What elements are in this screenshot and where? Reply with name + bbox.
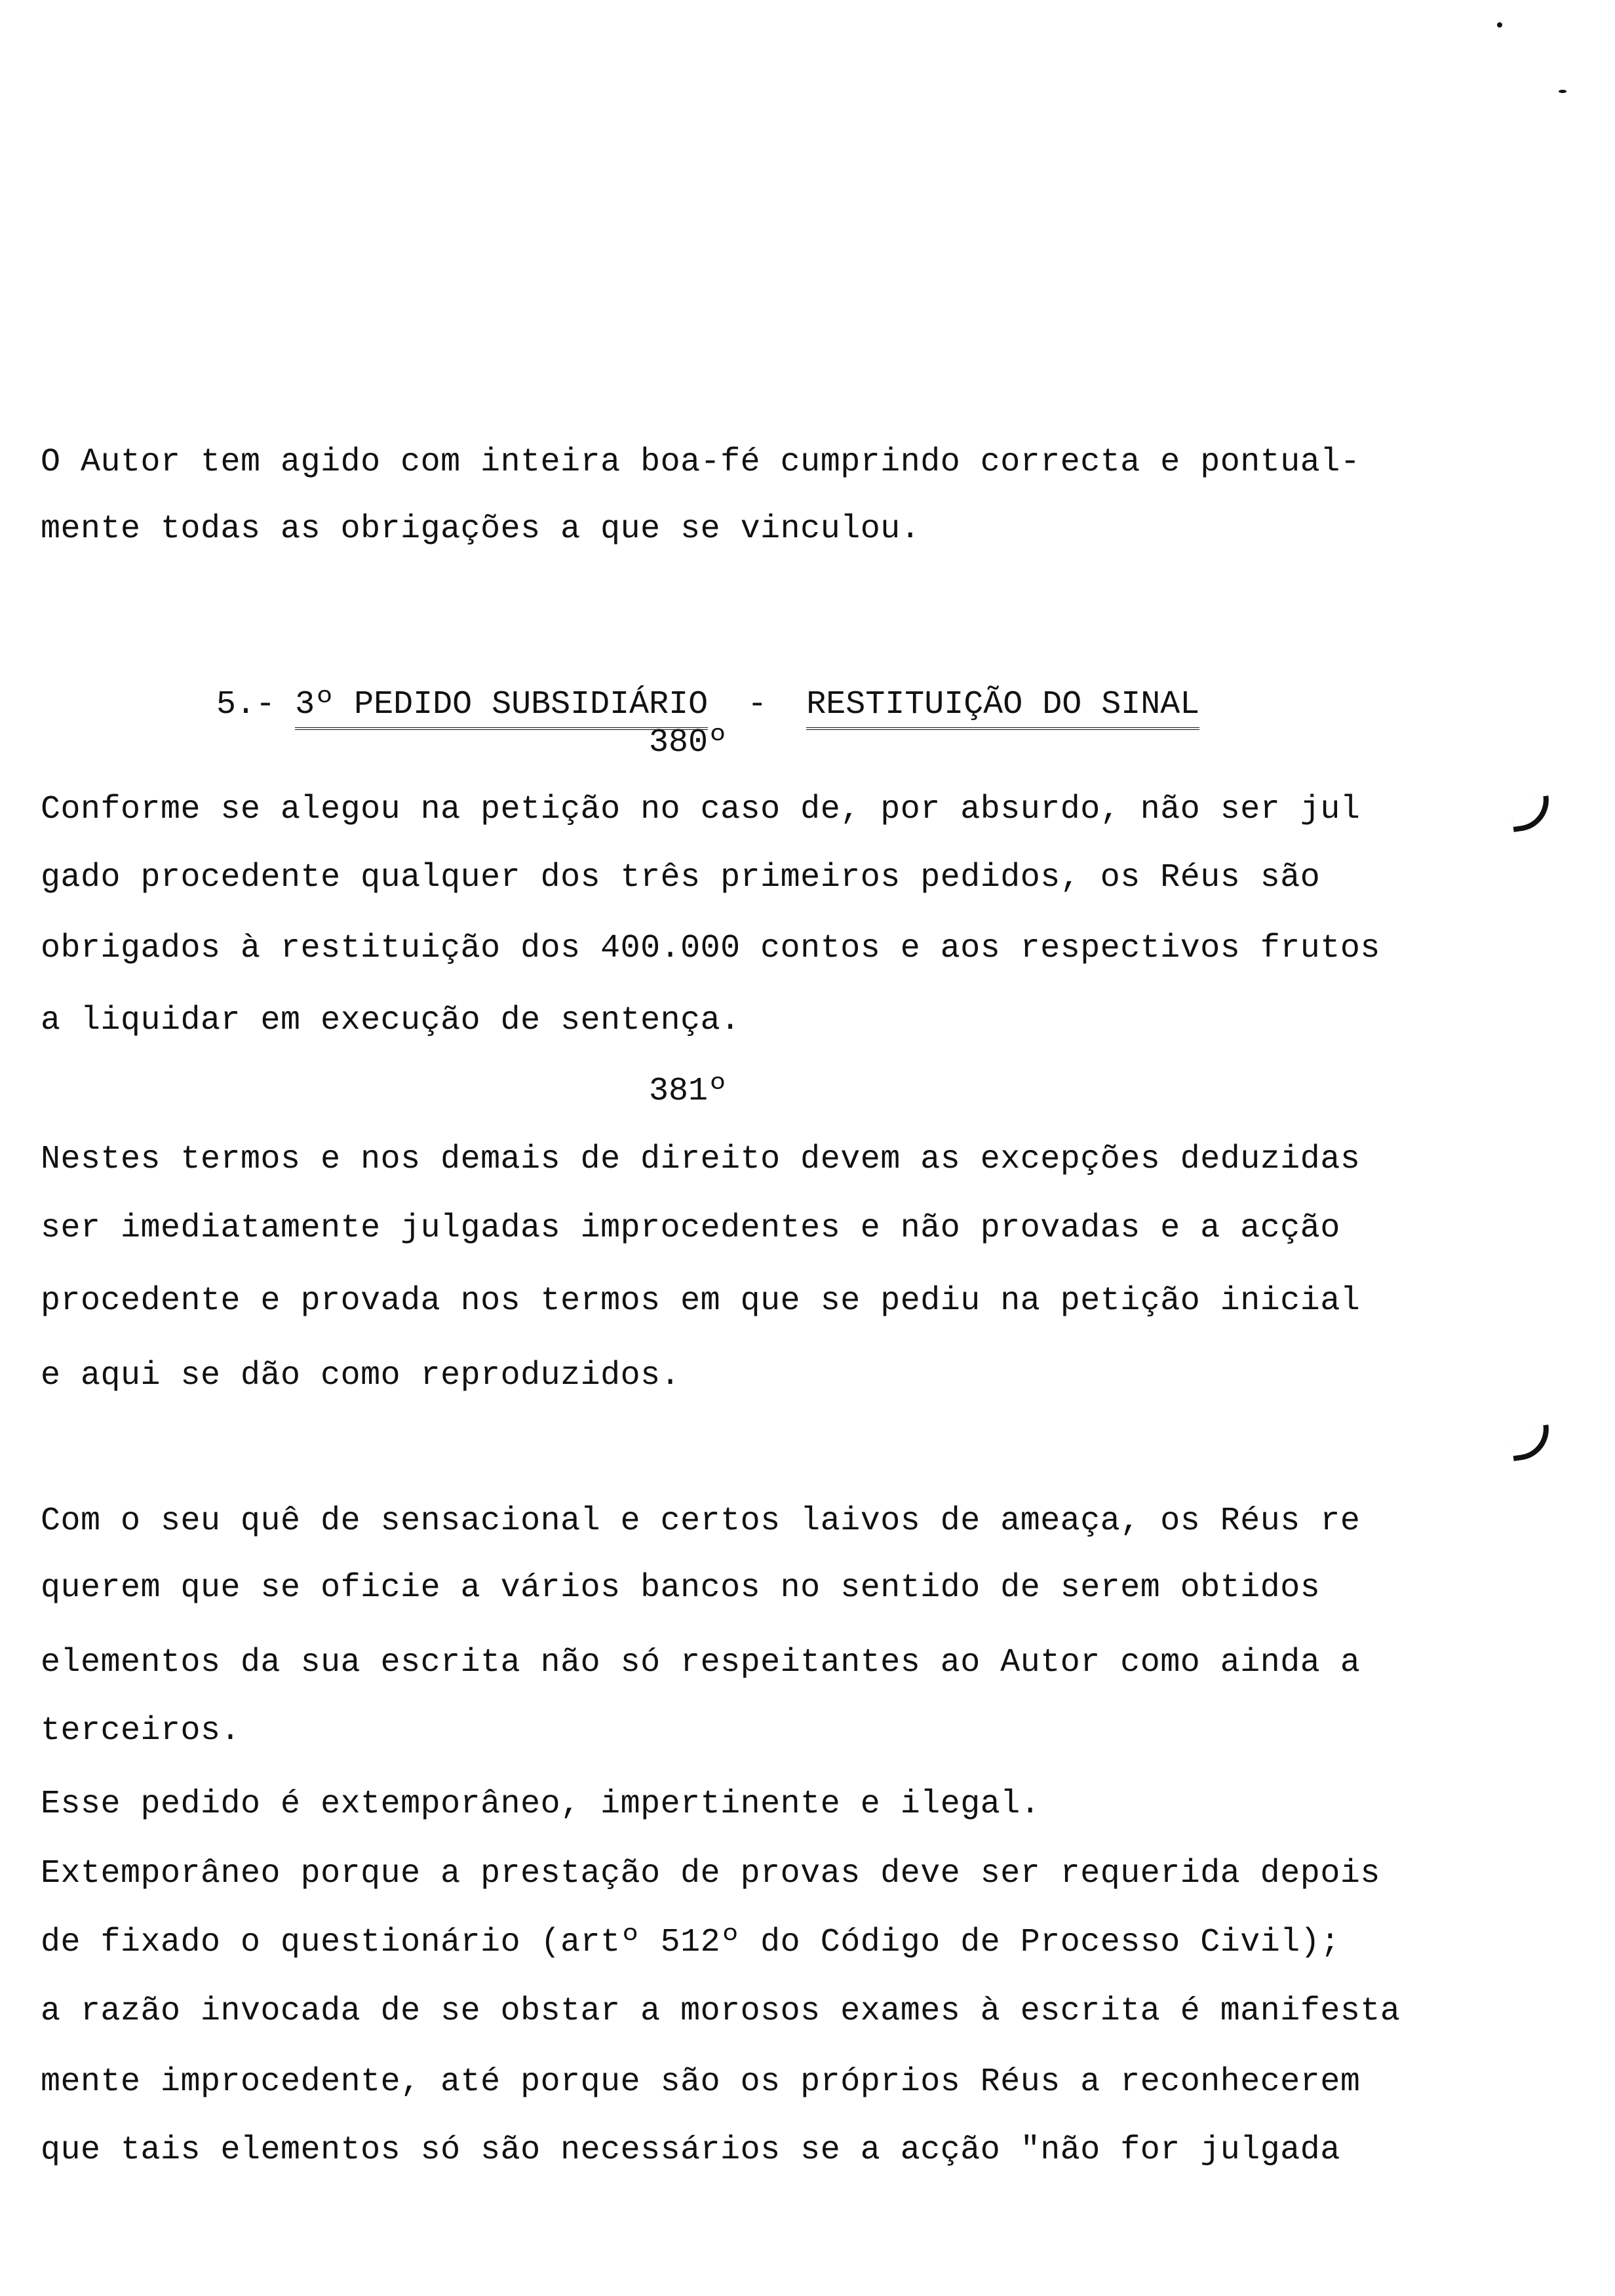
paragraph-line: Extemporâneo porque a prestação de provas deve ser requerida depois xyxy=(41,1855,1380,1892)
article-line: Nestes termos e nos demais de direito devem as excepções deduzidas xyxy=(41,1141,1361,1178)
article-line: Conforme se alegou na petição no caso de, por absurdo, não ser jul xyxy=(41,791,1361,828)
section-separator: - xyxy=(747,686,768,723)
paragraph-line: mente improcedente, até porque são os próprios Réus a reconhecerem xyxy=(41,2063,1361,2101)
article-line: gado procedente qualquer dos três primeiros pedidos, os Réus são xyxy=(41,859,1321,896)
section-title-right: RESTITUIÇÃO DO SINAL xyxy=(806,686,1199,730)
article-number: 381º xyxy=(648,1073,728,1110)
section-title-left: 3º PEDIDO SUBSIDIÁRIO xyxy=(295,686,708,730)
paragraph-line: terceiros. xyxy=(41,1712,241,1750)
paragraph-line: Com o seu quê de sensacional e certos laivos de ameaça, os Réus re xyxy=(41,1502,1361,1540)
check-mark-icon xyxy=(1509,1425,1553,1461)
check-mark-icon xyxy=(1509,795,1553,832)
paragraph-line: a razão invocada de se obstar a morosos exames à escrita é manifesta xyxy=(41,1993,1401,2030)
paragraph-line: que tais elementos só são necessários se a acção "não for julgada xyxy=(41,2132,1340,2169)
paragraph-line: Esse pedido é extemporâneo, impertinente e ilegal. xyxy=(41,1786,1041,1823)
paragraph-line: elementos da sua escrita não só respeitantes ao Autor como ainda a xyxy=(41,1644,1361,1681)
stray-dash-mark xyxy=(1559,90,1566,93)
paragraph-line: mente todas as obrigações a que se vinculou. xyxy=(41,510,921,548)
article-number: 380º xyxy=(648,724,728,761)
paragraph-line: querem que se oficie a vários bancos no sentido de serem obtidos xyxy=(41,1569,1321,1607)
article-line: ser imediatamente julgadas improcedentes e não provadas e a acção xyxy=(41,1210,1340,1247)
article-line: procedente e provada nos termos em que se pediu na petição inicial xyxy=(41,1282,1361,1320)
article-line: e aqui se dão como reproduzidos. xyxy=(41,1357,681,1394)
paragraph-line: O Autor tem agido com inteira boa-fé cumprindo correcta e pontual- xyxy=(41,444,1361,481)
section-number: 5.- xyxy=(216,686,276,723)
paragraph-line: de fixado o questionário (artº 512º do Código de Processo Civil); xyxy=(41,1924,1340,1961)
stray-dot-mark xyxy=(1497,22,1502,28)
article-line: a liquidar em execução de sentença. xyxy=(41,1002,741,1039)
article-line: obrigados à restituição dos 400.000 contos e aos respectivos frutos xyxy=(41,930,1380,967)
